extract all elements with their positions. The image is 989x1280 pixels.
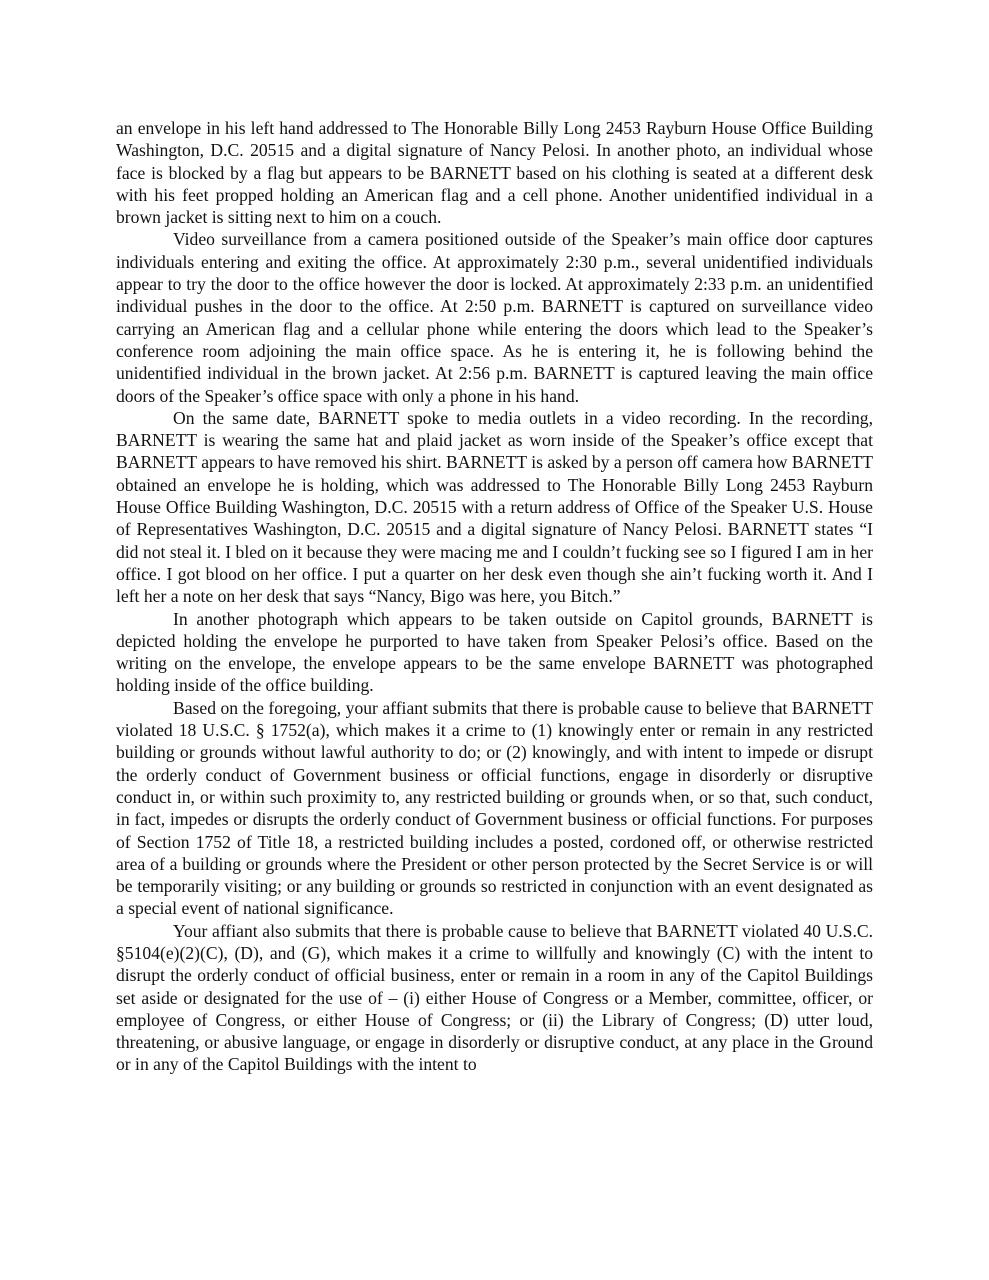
paragraph-capitol-grounds-photo: In another photograph which appears to be taken outside on Capitol grounds, BARNETT is depicted holding the envelope he purported to have taken from Speaker Pelosi’s office. Based on the writing on the envelope, the envelope appears to be the same envelope BARNETT was photographed holding inside of the office building. <box>116 608 873 696</box>
paragraph-envelope-photo: an envelope in his left hand addressed to The Honorable Billy Long 2453 Rayburn House Office Building Washington, D.C. 20515 and a digital signature of Nancy Pelosi. In another photo, an individual whose face is blocked by a flag but appears to be BARNETT based on his clothing is seated at a different desk with his feet propped holding an American flag and a cell phone. Another unidentified individual in a brown jacket is sitting next to him on a couch. <box>116 118 873 228</box>
paragraph-probable-cause-5104: Your affiant also submits that there is probable cause to believe that BARNETT violated 40 U.S.C. §5104(e)(2)(C), (D), and (G), which makes it a crime to willfully and knowingly (C) with the intent to disrupt the orderly conduct of official business, enter or remain in a room in any of the Capitol Buildings set aside or designated for the use of – (i) either House of Congress or a Member, committee, officer, or employee of Congress, or either House of Congress; or (ii) the Library of Congress; (D) utter loud, threatening, or abusive language, or engage in disorderly or disruptive conduct, at any place in the Ground or in any of the Capitol Buildings with the intent to <box>116 920 873 1075</box>
paragraph-media-recording: On the same date, BARNETT spoke to media outlets in a video recording. In the recording, BARNETT is wearing the same hat and plaid jacket as worn inside of the Speaker’s office except that BARNETT appears to have removed his shirt. BARNETT is asked by a person off camera how BARNETT obtained an envelope he is holding, which was addressed to The Honorable Billy Long 2453 Rayburn House Office Building Washington, D.C. 20515 with a return address of Office of the Speaker U.S. House of Representatives Washington, D.C. 20515 and a digital signature of Nancy Pelosi. BARNETT states “I did not steal it. I bled on it because they were macing me and I couldn’t fucking see so I figured I am in her office. I got blood on her office. I put a quarter on her desk even though she ain’t fucking worth it. And I left her a note on her desk that says “Nancy, Bigo was here, you Bitch.” <box>116 407 873 607</box>
paragraph-probable-cause-1752: Based on the foregoing, your affiant submits that there is probable cause to believe that BARNETT violated 18 U.S.C. § 1752(a), which makes it a crime to (1) knowingly enter or remain in any restricted building or grounds without lawful authority to do; or (2) knowingly, and with intent to impede or disrupt the orderly conduct of Government business or official functions, engage in disorderly or disruptive conduct in, or within such proximity to, any restricted building or grounds when, or so that, such conduct, in fact, impedes or disrupts the orderly conduct of Government business or official functions. For purposes of Section 1752 of Title 18, a restricted building includes a posted, cordoned off, or otherwise restricted area of a building or grounds where the President or other person protected by the Secret Service is or will be temporarily visiting; or any building or grounds so restricted in conjunction with an event designated as a special event of national significance. <box>116 697 873 919</box>
paragraph-video-surveillance: Video surveillance from a camera positioned outside of the Speaker’s main office door captures individuals entering and exiting the office. At approximately 2:30 p.m., several unidentified individuals appear to try the door to the office however the door is locked. At approximately 2:33 p.m. an unidentified individual pushes in the door to the office. At 2:50 p.m. BARNETT is captured on surveillance video carrying an American flag and a cellular phone while entering the doors which lead to the Speaker’s conference room adjoining the main office space. As he is entering it, he is following behind the unidentified individual in the brown jacket. At 2:56 p.m. BARNETT is captured leaving the main office doors of the Speaker’s office space with only a phone in his hand. <box>116 229 873 406</box>
document-page <box>116 117 873 1076</box>
